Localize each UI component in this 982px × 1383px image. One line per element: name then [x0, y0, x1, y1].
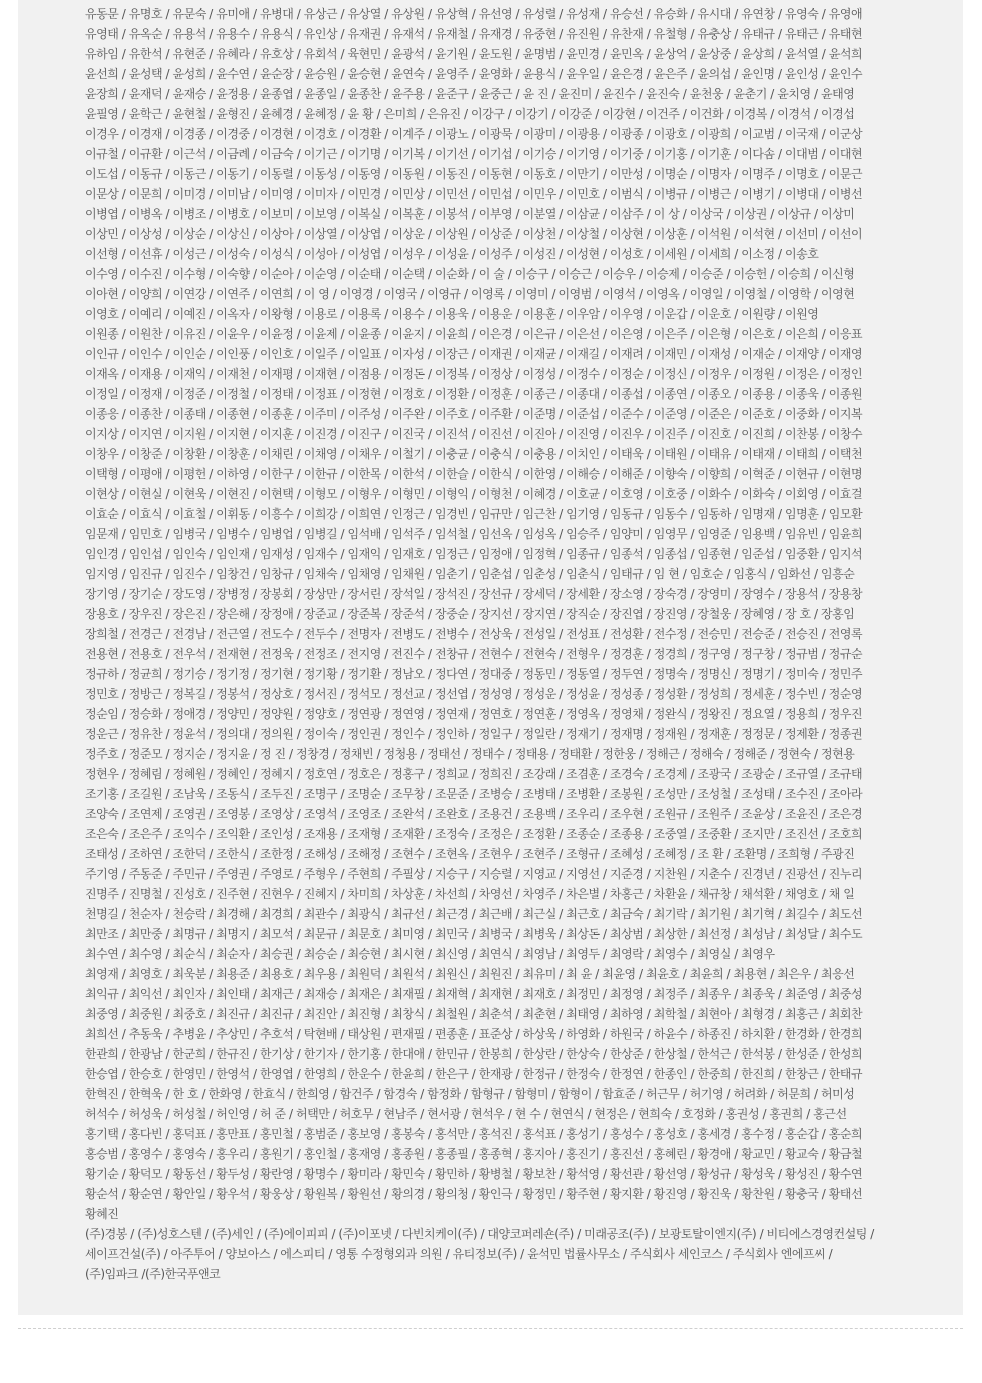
donor-names-line: (주)경봉 / (주)성호스텐 / (주)세인 / (주)에이피피 / (주)이포넷 / 다빈치케이(주) / 대양코퍼레숀(주) / 미래공조(주) / 보광토탈이엔지(주) / 비티에스경영컨설팅 / [85, 1227, 874, 1241]
donor-names-line: 이지상 / 이지연 / 이지원 / 이지현 / 이지훈 / 이진경 / 이진구 / 이진국 / 이진석 / 이진선 / 이진아 / 이진영 / 이진우 / 이진주 / 이진호 / 이진희 / 이찬봉 / 이창수 [85, 427, 863, 441]
donor-names-line: 홍기택 / 홍다빈 / 홍덕표 / 홍만표 / 홍민철 / 홍범준 / 홍보영 / 홍봉숙 / 홍석만 / 홍석진 / 홍석표 / 홍성기 / 홍성수 / 홍성호 / 홍세경 / 홍수정 / 홍순갑 / 홍순희 [85, 1127, 863, 1141]
donor-names-line: 이효순 / 이효식 / 이효철 / 이휘동 / 이흥수 / 이희강 / 이희연 / 인정근 / 임경빈 / 임규만 / 임근찬 / 임기영 / 임동규 / 임동수 / 임동하 / 임명재 / 임명훈 / 임모환 [85, 507, 863, 521]
donor-names-line: 임문재 / 임민호 / 임병국 / 임병수 / 임병업 / 임병길 / 임석배 / 임석주 / 임석철 / 임선옥 / 임성옥 / 임승주 / 임양미 / 임영무 / 임영준 / 임용백 / 임유빈 / 임윤희 [85, 527, 863, 541]
donor-names-line: 최익규 / 최익선 / 최인자 / 최인태 / 최재근 / 최재승 / 최재은 / 최재필 / 최재혁 / 최재현 / 최재호 / 최정민 / 최정영 / 최정주 / 최종우 / 최종욱 / 최준영 / 최중성 [85, 987, 863, 1001]
donor-names-line: 이병엽 / 이병옥 / 이병조 / 이병호 / 이보미 / 이보영 / 이복실 / 이복훈 / 이봉석 / 이부영 / 이분열 / 이삼균 / 이삼주 / 이 상 / 이상국 / 이상권 / 이상규 / 이상미 [85, 207, 855, 221]
donor-names-line: 유영태 / 유옥순 / 유용석 / 유용수 / 유용식 / 유인상 / 유재권 / 유재석 / 유재철 / 유재경 / 유중현 / 유진원 / 유찬재 / 유철형 / 유충상 / 유태규 / 유태근 / 유태현 [85, 27, 863, 41]
donor-names-line: 이재옥 / 이재용 / 이재익 / 이재천 / 이재평 / 이재현 / 이점용 / 이정돈 / 이정복 / 이정상 / 이정성 / 이정수 / 이정순 / 이정신 / 이정우 / 이정원 / 이정은 / 이정인 [85, 367, 863, 381]
donor-names-line: 임지영 / 임진규 / 임진수 / 임창건 / 임창규 / 임채숙 / 임채영 / 임채원 / 임춘기 / 임춘섭 / 임춘성 / 임춘식 / 임태규 / 임 현 / 임호순 / 임홍식 / 임화선 / 임흥순 [85, 567, 855, 581]
donor-names-line: 천명길 / 천순자 / 천승락 / 최경해 / 최경희 / 최관수 / 최광식 / 최규선 / 최근경 / 최근배 / 최근실 / 최근호 / 최금숙 / 최기락 / 최기원 / 최기혁 / 최길수 / 최도선 [85, 907, 863, 921]
donor-names-line: 최수연 / 최수영 / 최순식 / 최순자 / 최승권 / 최승순 / 최승현 / 최시현 / 최신영 / 최연식 / 최영남 / 최영두 / 최영락 / 최영수 / 최영실 / 최영우 [85, 947, 775, 961]
donor-names-line: 이상민 / 이상성 / 이상순 / 이상신 / 이상아 / 이상열 / 이상엽 / 이상운 / 이상원 / 이상준 / 이상천 / 이상철 / 이상현 / 이상훈 / 이석원 / 이석현 / 이선미 / 이선이 [85, 227, 863, 241]
donor-names-line: 이인규 / 이인수 / 이인순 / 이인풍 / 이인호 / 이일주 / 이일표 / 이자성 / 이장근 / 이재권 / 이재균 / 이재길 / 이재려 / 이재민 / 이재성 / 이재순 / 이재양 / 이재영 [85, 347, 863, 361]
donor-names-line: 최중영 / 최중원 / 최중호 / 최진규 / 최진규 / 최진안 / 최진형 / 최창식 / 최철원 / 최춘석 / 최춘현 / 최태영 / 최하영 / 최학철 / 최현아 / 최형경 / 최홍근 / 최회찬 [85, 1007, 863, 1021]
donor-names-line: 장기영 / 장기순 / 장도영 / 장병정 / 장봉회 / 장상만 / 장서린 / 장석일 / 장석진 / 장선규 / 장세덕 / 장세환 / 장소영 / 장숙경 / 장영미 / 장영수 / 장용석 / 장용창 [85, 587, 863, 601]
donor-names-line: 이문상 / 이문희 / 이미경 / 이미남 / 이미영 / 이미자 / 이민경 / 이민상 / 이민선 / 이민섭 / 이민우 / 이민호 / 이범식 / 이병규 / 이병근 / 이병기 / 이병대 / 이병선 [85, 187, 863, 201]
donor-names-line: 조양숙 / 조연제 / 조영권 / 조영봉 / 조영상 / 조영석 / 조영조 / 조완석 / 조완호 / 조용건 / 조용백 / 조우리 / 조우현 / 조원규 / 조원주 / 조윤상 / 조윤진 / 조은경 [85, 807, 863, 821]
donor-names-line: 최희선 / 추동욱 / 추병윤 / 추상민 / 추호석 / 탁현배 / 태상원 / 편재필 / 편종훈 / 표준상 / 하상욱 / 하영화 / 하원국 / 하윤수 / 하종진 / 하치환 / 한경화 / 한경희 [85, 1027, 863, 1041]
donor-names-line: 정순임 / 정승화 / 정애경 / 정양민 / 정양원 / 정양호 / 정연광 / 정연영 / 정연재 / 정연호 / 정연훈 / 정영옥 / 정영채 / 정완식 / 정왕진 / 정요열 / 정용희 / 정우진 [85, 707, 863, 721]
donor-names-line: 조태성 / 조하연 / 조한덕 / 조한식 / 조한정 / 조해성 / 조해정 / 조현수 / 조현옥 / 조현우 / 조현주 / 조형규 / 조혜성 / 조혜정 / 조 환 / 조환명 / 조희형 / 주광진 [85, 847, 855, 861]
donor-names-line: 정민호 / 정방근 / 정복길 / 정봉석 / 정상호 / 정서진 / 정석모 / 정선교 / 정선엽 / 정성영 / 정성운 / 정성윤 / 정성종 / 정성환 / 정성희 / 정세훈 / 정수빈 / 정순영 [85, 687, 863, 701]
donor-names-line: 정운근 / 정유찬 / 정윤석 / 정의대 / 정의원 / 정이숙 / 정인권 / 정인수 / 정인하 / 정일구 / 정일란 / 정재기 / 정재명 / 정재원 / 정재훈 / 정정문 / 정제환 / 정종권 [85, 727, 863, 741]
donor-names-line: 전용현 / 전용호 / 전우석 / 전재현 / 전정욱 / 전정조 / 전지영 / 전진수 / 전창규 / 전현수 / 전현숙 / 전형우 / 정경훈 / 정경희 / 정구영 / 정구창 / 정규범 / 정규순 [85, 647, 863, 661]
donor-names-line: 황기순 / 황덕모 / 황동선 / 황두성 / 황란영 / 황명수 / 황미라 / 황민숙 / 황민하 / 황병철 / 황보찬 / 황석영 / 황선관 / 황선영 / 황성규 / 황성욱 / 황성진 / 황수연 [85, 1167, 863, 1181]
donor-list-panel [18, 0, 963, 1315]
donor-names-line: 최만조 / 최만중 / 최명규 / 최명지 / 최모석 / 최문규 / 최문호 / 최미영 / 최민국 / 최병국 / 최병욱 / 최상돈 / 최상범 / 최상한 / 최선정 / 최성남 / 최성달 / 최수도 [85, 927, 863, 941]
donor-names-line: 한혁진 / 한혁욱 / 한 호 / 한화영 / 한효식 / 한희영 / 함건주 / 함경숙 / 함정화 / 함형규 / 함형미 / 함형이 / 함효준 / 허근무 / 허기영 / 허려화 / 허문희 / 허미성 [85, 1087, 855, 1101]
dashed-divider [18, 1328, 963, 1329]
donor-names-line: 조기홍 / 조길원 / 조남욱 / 조동식 / 조두진 / 조명구 / 조명순 / 조무창 / 조문준 / 조병승 / 조병태 / 조병환 / 조봉원 / 조성만 / 조성철 / 조성태 / 조수진 / 조아라 [85, 787, 863, 801]
donor-names-line: 한관희 / 한광남 / 한군희 / 한규진 / 한기상 / 한기자 / 한기홍 / 한대애 / 한민규 / 한봉희 / 한상란 / 한상숙 / 한상준 / 한상철 / 한석근 / 한석봉 / 한성준 / 한성희 [85, 1047, 863, 1061]
donor-names-line: 이종응 / 이종찬 / 이종태 / 이종현 / 이종훈 / 이주미 / 이주성 / 이주완 / 이주호 / 이주환 / 이준명 / 이준섭 / 이준수 / 이준영 / 이준은 / 이준호 / 이중화 / 이지복 [85, 407, 863, 421]
donor-names-line: 이아현 / 이양희 / 이연강 / 이연주 / 이연희 / 이 영 / 이영경 / 이영국 / 이영규 / 이영록 / 이영미 / 이영범 / 이영석 / 이영옥 / 이영일 / 이영철 / 이영학 / 이영현 [85, 287, 855, 301]
donor-names-line: 조은숙 / 조은주 / 조익수 / 조익환 / 조인성 / 조재용 / 조재형 / 조재환 / 조정숙 / 조정은 / 조정환 / 조종순 / 조종용 / 조중열 / 조중환 / 조지만 / 조진선 / 조호희 [85, 827, 863, 841]
donor-names-line: 세이프건설(주) / 아주투어 / 양보아스 / 에스피티 / 영통 수정형외과 의원 / 유티정보(주) / 윤석민 법률사무소 / 주식회사 세인코스 / 주식회사 엔에프씨 / [85, 1247, 833, 1261]
donor-names-line: 주기영 / 주동준 / 주민규 / 주영권 / 주영로 / 주형우 / 주현희 / 주필상 / 지승구 / 지승렬 / 지영교 / 지영선 / 지준경 / 지찬원 / 지춘수 / 진경년 / 진광선 / 진누리 [85, 867, 863, 881]
donor-names-line: 이도섭 / 이동규 / 이동근 / 이동기 / 이동렬 / 이동성 / 이동영 / 이동원 / 이동진 / 이동현 / 이동호 / 이만기 / 이만성 / 이명순 / 이명자 / 이명주 / 이명호 / 이문근 [85, 167, 863, 181]
donor-names-line: 이수영 / 이수진 / 이수형 / 이숙향 / 이순아 / 이순영 / 이순태 / 이순택 / 이순화 / 이 술 / 이승구 / 이승근 / 이승우 / 이승제 / 이승준 / 이승헌 / 이승희 / 이신형 [85, 267, 855, 281]
donor-names-line: 이경우 / 이경재 / 이경종 / 이경중 / 이경현 / 이경호 / 이경환 / 이계주 / 이광노 / 이광묵 / 이광미 / 이광용 / 이광종 / 이광호 / 이광희 / 이교범 / 이국재 / 이군상 [85, 127, 863, 141]
donor-names-line: 이창우 / 이창준 / 이창환 / 이창훈 / 이채린 / 이채영 / 이채우 / 이철기 / 이충균 / 이충식 / 이충용 / 이치인 / 이태욱 / 이태원 / 이태유 / 이태재 / 이태희 / 이택천 [85, 447, 863, 461]
donor-names-line: 윤필영 / 윤학근 / 윤현철 / 윤형진 / 윤혜경 / 윤혜정 / 윤 황 / 은미희 / 은유진 / 이강구 / 이강기 / 이강준 / 이강현 / 이건주 / 이건화 / 이경복 / 이경석 / 이경섭 [85, 107, 855, 121]
donor-names-line: 윤선희 / 윤성택 / 윤성희 / 윤수연 / 윤순장 / 윤승원 / 윤승현 / 윤연숙 / 윤영주 / 윤영화 / 윤용식 / 윤우일 / 윤은경 / 윤은주 / 윤의섭 / 윤인명 / 윤인성 / 윤인수 [85, 67, 863, 81]
donor-names-line: 정규하 / 정균희 / 정기승 / 정기정 / 정기현 / 정기황 / 정기환 / 정남오 / 정다연 / 정대중 / 정동민 / 정동열 / 정두연 / 정명숙 / 정명신 / 정명기 / 정미숙 / 정민주 [85, 667, 863, 681]
donor-names-line: 진명주 / 진명철 / 진성호 / 진주현 / 진현우 / 진혜지 / 차미희 / 차상훈 / 차선희 / 차영선 / 차영주 / 차은별 / 차홍근 / 차환윤 / 채규창 / 채석환 / 채영호 / 채 일 [85, 887, 855, 901]
donor-names-line: 임인경 / 임인섭 / 임인숙 / 임인재 / 임재성 / 임재수 / 임재익 / 임재호 / 임정근 / 임정애 / 임정혁 / 임종규 / 임종석 / 임종섭 / 임종현 / 임준섭 / 임중환 / 임지석 [85, 547, 863, 561]
donor-names-line: 유동문 / 유명호 / 유문숙 / 유미애 / 유병대 / 유상근 / 유상열 / 유상원 / 유상혁 / 유선영 / 유성렬 / 유성재 / 유승선 / 유승화 / 유시대 / 유연창 / 유영숙 / 유영애 [85, 7, 863, 21]
donor-names-line: 정주호 / 정준모 / 정지순 / 정지윤 / 정 진 / 정창경 / 정채빈 / 정청용 / 정태선 / 정태수 / 정태용 / 정태환 / 정한웅 / 정해근 / 정해숙 / 정해준 / 정현숙 / 정현용 [85, 747, 855, 761]
donor-names-line: 장희철 / 전경근 / 전경남 / 전근열 / 전도수 / 전두수 / 전명자 / 전병도 / 전병수 / 전상욱 / 전성일 / 전성표 / 전성환 / 전수정 / 전승민 / 전승준 / 전승진 / 전영록 [85, 627, 863, 641]
donor-names-line: 황혜진 [85, 1207, 119, 1221]
donor-names-line: 유하임 / 유한석 / 유현준 / 유혜라 / 유호상 / 유회석 / 육현민 / 윤광석 / 윤기원 / 윤도원 / 윤명범 / 윤민경 / 윤민옥 / 윤상억 / 윤상중 / 윤상희 / 윤석열 / 윤석희 [85, 47, 863, 61]
donor-names-line: (주)임파크 /(주)한국푸앤코 [85, 1267, 221, 1281]
donor-names-line: 정현우 / 정혜림 / 정혜원 / 정혜인 / 정혜지 / 정호연 / 정호은 / 정홍구 / 정희교 / 정희진 / 조강래 / 조겸훈 / 조경숙 / 조경제 / 조광국 / 조광순 / 조규열 / 조규태 [85, 767, 863, 781]
donor-names-line: 윤장희 / 윤재덕 / 윤재승 / 윤정용 / 윤종엽 / 윤종일 / 윤종찬 / 윤주용 / 윤준구 / 윤중근 / 윤 진 / 윤진미 / 윤진수 / 윤진숙 / 윤천웅 / 윤춘기 / 윤치영 / 윤태영 [85, 87, 855, 101]
donor-names-line: 이선형 / 이선휴 / 이성근 / 이성숙 / 이성식 / 이성아 / 이성엽 / 이성우 / 이성윤 / 이성주 / 이성진 / 이성현 / 이성호 / 이세원 / 이세희 / 이소정 / 이송호 [85, 247, 819, 261]
donor-names-line: 이규철 / 이규환 / 이근석 / 이금례 / 이금숙 / 이기근 / 이기명 / 이기복 / 이기선 / 이기섭 / 이기승 / 이기영 / 이기중 / 이기홍 / 이기훈 / 이다솜 / 이대범 / 이대현 [85, 147, 863, 161]
donor-names-line: 장용호 / 장우진 / 장은진 / 장은해 / 장정애 / 장준교 / 장준복 / 장준석 / 장중순 / 장지선 / 장지연 / 장직순 / 장진엽 / 장진영 / 장철웅 / 장혜영 / 장 호 / 장홍임 [85, 607, 855, 621]
donor-names-line: 황순석 / 황순연 / 황안일 / 황우석 / 황웅상 / 황원복 / 황원선 / 황의경 / 황의청 / 황인극 / 황정민 / 황주현 / 황지환 / 황진영 / 황진욱 / 황찬원 / 황충국 / 황태선 [85, 1187, 863, 1201]
donor-names-line: 이현상 / 이현실 / 이현욱 / 이현진 / 이현택 / 이형모 / 이형우 / 이형민 / 이형익 / 이형천 / 이혜경 / 이호균 / 이호영 / 이호중 / 이화수 / 이화숙 / 이회영 / 이효걸 [85, 487, 863, 501]
donor-names-line: 홍승범 / 홍영수 / 홍영숙 / 홍우리 / 홍원기 / 홍인철 / 홍재영 / 홍종원 / 홍종필 / 홍종혁 / 홍지아 / 홍진기 / 홍진선 / 홍혜린 / 황경애 / 황교민 / 황교숙 / 황금철 [85, 1147, 863, 1161]
donor-names-line: 이택형 / 이평애 / 이평헌 / 이하영 / 이한구 / 이한규 / 이한목 / 이한석 / 이한슬 / 이한식 / 이한영 / 이해승 / 이해준 / 이향숙 / 이향희 / 이혁준 / 이현규 / 이현명 [85, 467, 863, 481]
donor-names-line: 이원종 / 이원찬 / 이유진 / 이윤우 / 이윤정 / 이윤제 / 이윤종 / 이윤지 / 이윤희 / 이은경 / 이은규 / 이은선 / 이은영 / 이은주 / 이은형 / 이은호 / 이은희 / 이응표 [85, 327, 863, 341]
donor-names-line: 이영호 / 이예리 / 이예진 / 이옥자 / 이왕형 / 이용로 / 이용록 / 이용수 / 이용욱 / 이용운 / 이용훈 / 이우암 / 이우영 / 이운갑 / 이운호 / 이원량 / 이원영 [85, 307, 819, 321]
donor-names-line: 이정일 / 이정재 / 이정준 / 이정철 / 이정태 / 이정표 / 이정현 / 이정호 / 이정환 / 이정훈 / 이종근 / 이종대 / 이종섭 / 이종연 / 이종오 / 이종용 / 이종욱 / 이종원 [85, 387, 863, 401]
donor-names-line: 허석수 / 허성욱 / 허성철 / 허인영 / 허 준 / 허택만 / 허호무 / 현남주 / 현서광 / 현석우 / 현 수 / 현연식 / 현정은 / 현희숙 / 호정화 / 홍권성 / 홍권희 / 홍근선 [85, 1107, 847, 1121]
donor-names-line: 한승엽 / 한승호 / 한영민 / 한영석 / 한영엽 / 한영희 / 한운수 / 한윤희 / 한은구 / 한재광 / 한정규 / 한정숙 / 한정연 / 한종인 / 한중희 / 한진희 / 한창근 / 한태규 [85, 1067, 863, 1081]
donor-names-line: 최영재 / 최영호 / 최욱분 / 최용준 / 최용호 / 최우용 / 최원덕 / 최원석 / 최원신 / 최원진 / 최유미 / 최 윤 / 최윤영 / 최윤호 / 최윤희 / 최용현 / 최은우 / 최응선 [85, 967, 855, 981]
